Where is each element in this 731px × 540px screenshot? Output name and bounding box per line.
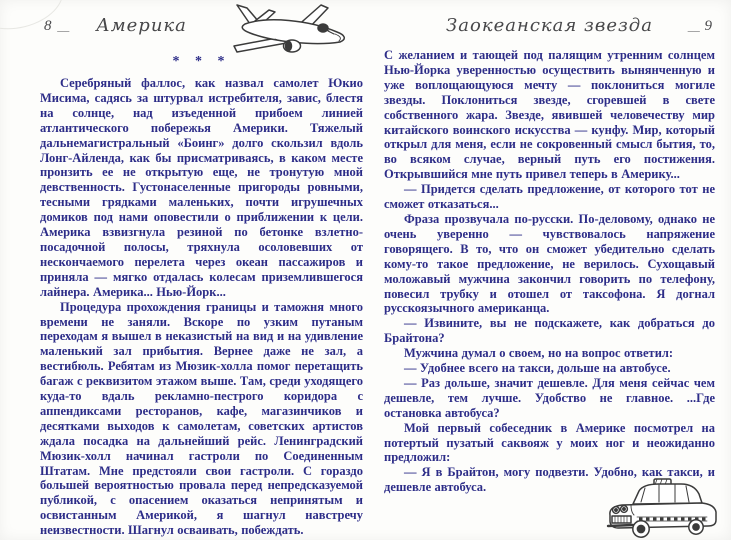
page-number-dashes: __ <box>687 19 700 33</box>
body-paragraph: — Придется сделать предложение, от которого тот не сможет отказаться... <box>384 182 715 212</box>
right-running-title: Заокеанская звезда <box>446 15 653 36</box>
body-paragraph: Мужчина думал о своем, но на вопрос ответил: <box>404 346 674 361</box>
body-paragraph: — Удобнее всего на такси, дольше на автобусе. <box>404 361 671 376</box>
body-paragraph: С желанием и тающей под палящим утренним солнцем Нью-Йорка уверенностью осуществить вынянченную и уже воплощающуюся мечту — поклониться могиле звезды. Поклониться звезде, сгоревшей в свете собственного жара. Звезде, явившей человечеству мир китайского воинского искусства — кунфу. Мир, который открыл для меня, если не сокровенный смысл бытия, то, во всяком случае, верный путь его постижения. Открывшийся мне путь привел теперь в Америку... <box>384 48 715 182</box>
left-page <box>40 0 363 540</box>
body-paragraph: Мой первый собеседник в Америке посмотрел на потертый пузатый саквояж у моих ног и неожиданно предложил: <box>384 420 715 465</box>
page-number-value: 9 <box>704 18 713 34</box>
body-paragraph: Серебряный фаллос, как назвал самолет Юкио Мисима, садясь за штурвал истребителя, завис, блестя на солнце, над изъеденной прибоем линией атлантического побережья Америки. Тяжелый дальнемагистральный «Боинг» долго скользил вдоль Лонг-Айленда, как бы присматриваясь, в каком месте пронзить ее не открытую еще, не тронутую мной девственность. Густонаселенные пригороды ровными, тесными грядками маленьких, почти игрушечных домиков под нами оповестили о приближении к цели. Америка взвизгнула резиной по бетонке взлетно-посадочной полосы, тряхнула осоловевших от нескончаемого перелета через океан пассажиров и приняла — мягко отдалась колесам приземлившегося лайнера. Америка... Нью-Йорк... <box>40 76 363 299</box>
body-paragraph: — Извините, вы не подскажете, как добраться до Брайтона? <box>384 316 715 346</box>
right-page-body <box>384 48 715 495</box>
right-page <box>384 0 715 540</box>
right-page-header <box>384 0 715 46</box>
left-running-title: Америка <box>96 15 187 36</box>
body-paragraph: — Раз дольше, значит дешевле. Для меня сейчас чем дешевле, тем лучше. Удобство не главное. ...Где остановка автобуса? <box>384 375 715 420</box>
left-page-body <box>40 76 363 538</box>
right-page-number <box>688 18 713 35</box>
section-separator: * * * <box>172 54 231 69</box>
page-number-dashes: __ <box>57 19 70 33</box>
body-paragraph: Процедура прохождения границы и таможня много времени не заняли. Вскоре по узким путаным переходам я вышел в неказистый на вид и на удивление маленький зал прибытия. Вернее даже не зал, а вестибюль. Ребятам из Мюзик-холла помог перетащить багаж с реквизитом этажом выше. Там, среди уходящего куда-то вдаль рекламно-пестрого коридора с аппендиксами ресторанов, кафе, магазинчиков и десятками выходов к самолетам, советских артистов ждала посадка на дальнейший рейс. Ленинградский Мюзик-холл начинал гастроли по Соединенным Штатам. Мне предстояли свои гастроли. С гораздо большей вероятностью провала перед непредсказуемой публикой, с опасением оказаться непринятым и освистанным Америкой, я шагнул навстречу неизвестности. Шагнул осваивать, побеждать. <box>40 299 363 538</box>
body-paragraph: — Я в Брайтон, могу подвезти. Удобно, как такси, и дешевле автобуса. <box>384 465 715 495</box>
left-page-header <box>40 0 363 46</box>
body-paragraph: Фраза прозвучала по-русски. По-деловому, однако не очень уверенно — чувствовалось напряжение говорящего. В то, что он сможет убедительно сделать кому-то такое предложение, не верилось. Сухощавый моложавый мужчина закончил говорить по телефону, повесил трубку и отошел от таксофона. Я догнал русскоязычного американца. <box>384 211 715 316</box>
page-number-value: 8 <box>44 18 53 34</box>
